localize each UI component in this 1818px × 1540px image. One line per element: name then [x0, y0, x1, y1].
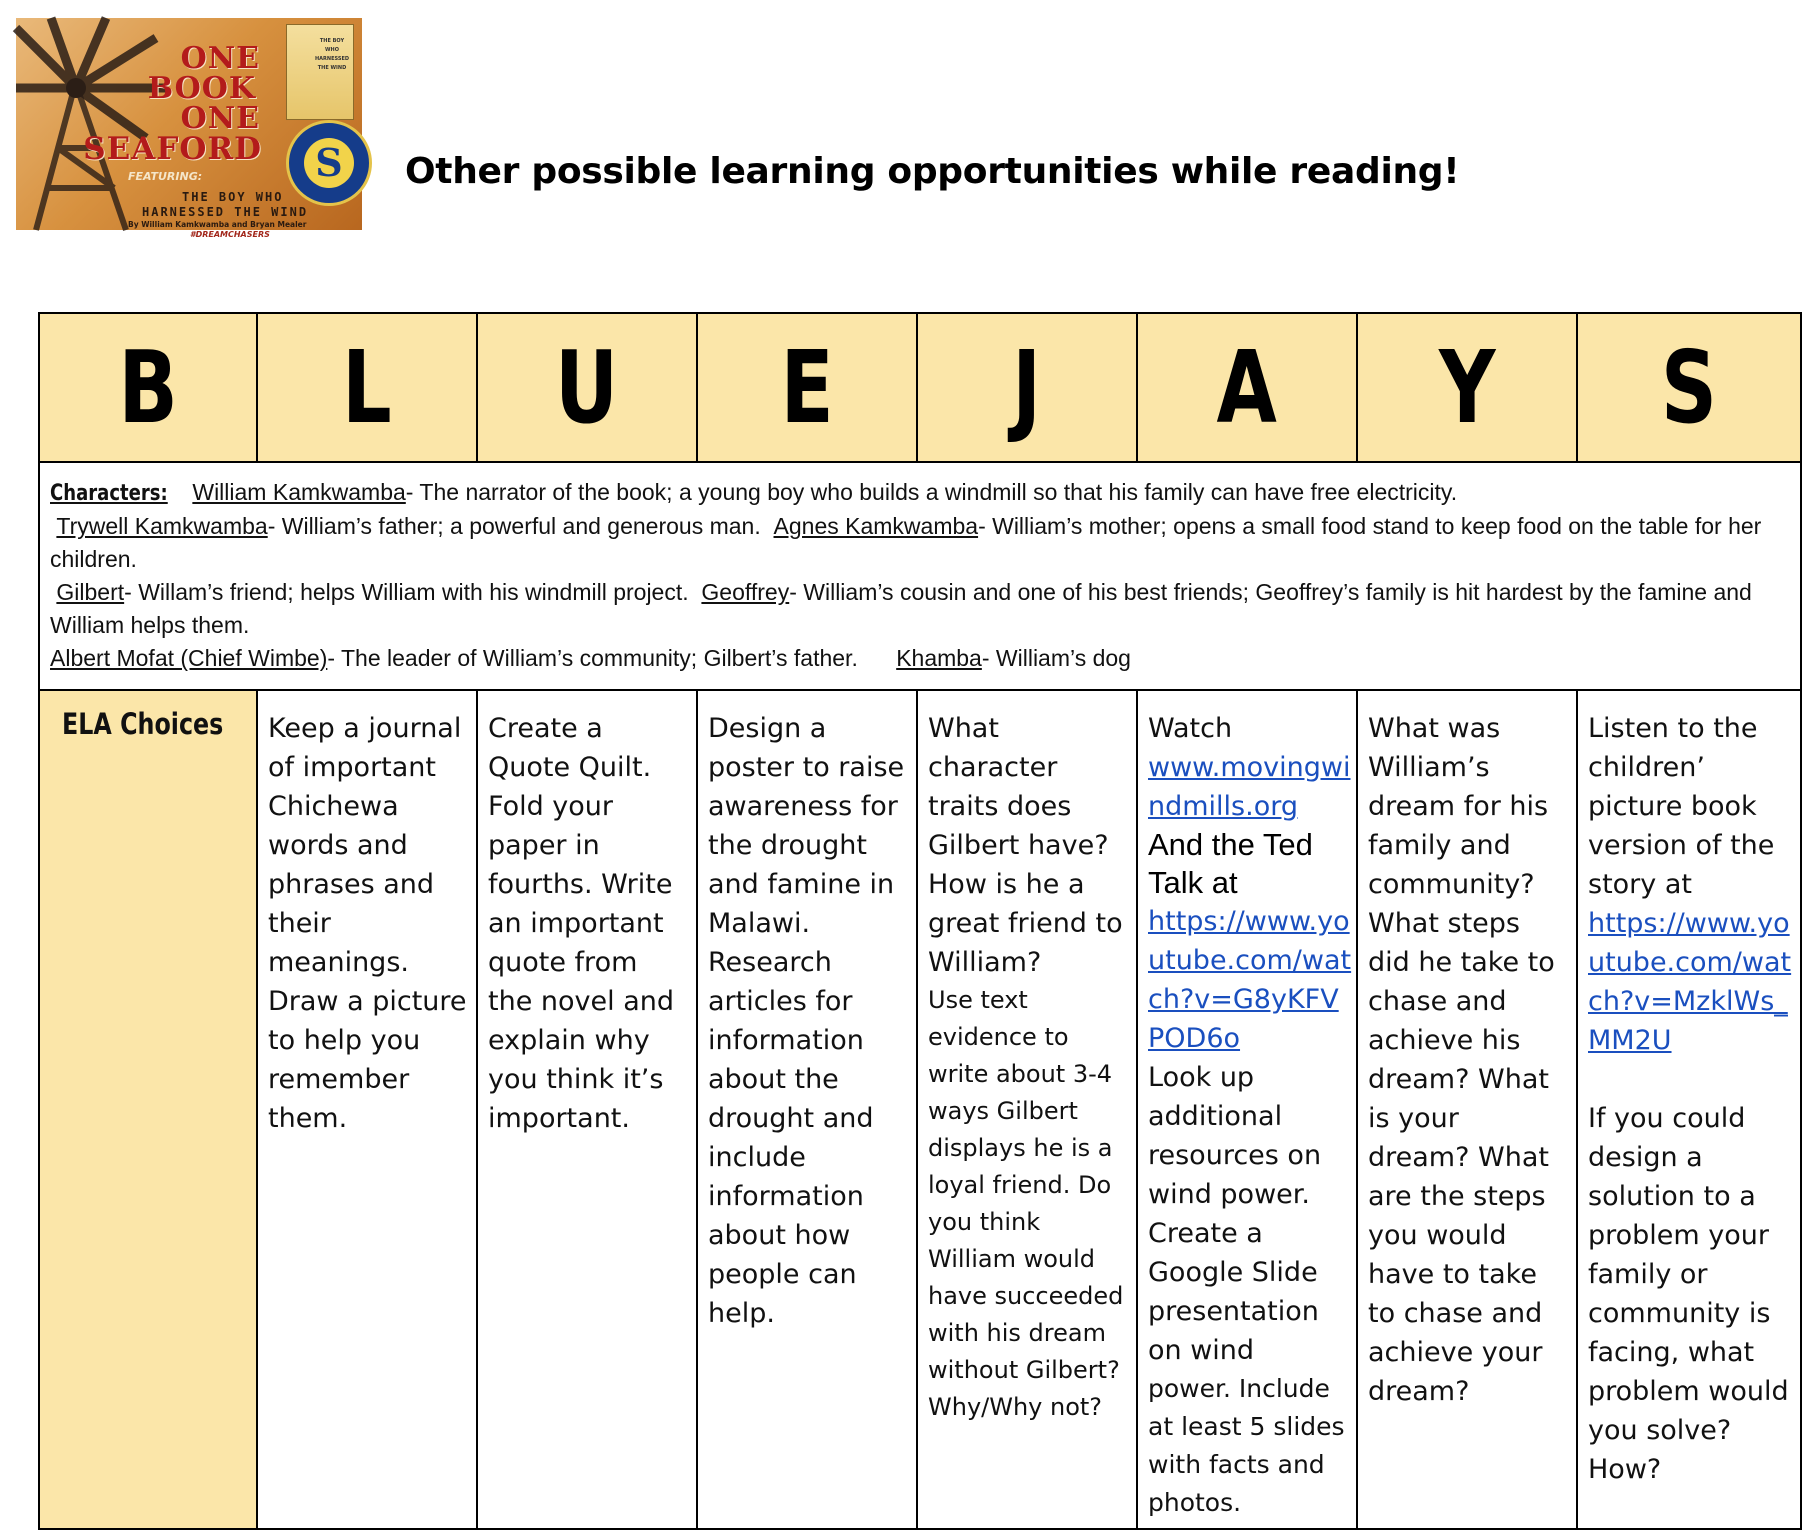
letter-e: E [780, 328, 834, 446]
divider [1136, 314, 1138, 461]
divider [1356, 314, 1358, 461]
choice-b [268, 709, 468, 1138]
characters-section [50, 476, 1792, 675]
one-book-one-seaford-logo [16, 18, 362, 239]
choice-j-text-3: Look up additional resources on wind power. Create a Google Slide presentation on wind [1148, 1062, 1322, 1366]
divider [916, 689, 918, 1528]
logo-text-book: BOOK [147, 71, 256, 106]
choice-a-text: What was William’s dream for his family and community? What steps did he take to chase and achieve his dream? What is your dream? What are the steps you would have to take to chase and achieve your dream? [1368, 713, 1555, 1407]
divider [916, 314, 918, 461]
choice-j-text-4: power. Include at least 5 slides with facts and photos. [1148, 1374, 1345, 1517]
logo-text-seaford: SEAFORD [83, 131, 262, 167]
choice-j [1148, 709, 1352, 1522]
choice-e [928, 709, 1128, 1426]
choice-j-text-2: And the Ted Talk at [1148, 827, 1313, 900]
character-name: Khamba [896, 645, 982, 671]
letter-cell-b [40, 314, 256, 461]
page-title: Other possible learning opportunities while reading! [405, 151, 1460, 192]
choice-l [488, 709, 688, 1138]
characters-label: Characters: [50, 481, 168, 506]
divider [1136, 689, 1138, 1528]
spacer [1588, 1060, 1794, 1099]
character-name: Gilbert [56, 579, 125, 605]
ted-talk-link[interactable]: https://www.youtube.com/watch?v=G8yKFVPOD6o [1148, 906, 1352, 1054]
letter-b: B [118, 328, 178, 446]
logo-book-title-2: HARNESSED THE WIND [142, 205, 309, 219]
letter-cell-j [918, 314, 1136, 461]
character-name: Agnes Kamkwamba [773, 513, 979, 539]
logo-authors: By William Kamkwamba and Bryan Mealer [128, 220, 307, 229]
divider [476, 314, 478, 461]
character-desc: - Willam’s friend; helps William with his windmill project. [124, 579, 689, 605]
seal-letter: S [304, 138, 354, 188]
logo-featuring: FEATURING: [128, 170, 203, 183]
divider [256, 314, 258, 461]
choice-s [1588, 709, 1794, 1489]
letter-cell-e [698, 314, 916, 461]
choice-e-text-1: What character traits does Gilbert have? How is he a great friend to William? [928, 713, 1123, 978]
character-desc: - The narrator of the book; a young boy who builds a windmill so that his family can have free electricity. [405, 479, 1458, 505]
logo-hashtag: #DREAMCHASERS [190, 230, 270, 239]
choice-u [708, 709, 908, 1333]
character-desc: - William’s dog [981, 645, 1131, 671]
logo-book-title-1: THE BOY WHO [182, 190, 284, 204]
letter-a: A [1216, 328, 1278, 446]
character-name: Geoffrey [701, 579, 790, 605]
bluejays-choice-board [38, 312, 1802, 1530]
choice-s-text-2: If you could design a solution to a problem your family or community is facing, what problem would you solve? How? [1588, 1103, 1789, 1485]
letter-cell-y [1358, 314, 1576, 461]
choice-j-text-1: Watch [1148, 713, 1233, 744]
character-desc: - William’s mother; opens a small food stand to keep food on the table for her children. [50, 513, 1762, 572]
letter-cell-a [1138, 314, 1356, 461]
choice-s-text-1: Listen to the children’ picture book version of the story at [1588, 713, 1775, 900]
book-cover-text: THE BOY WHO HARNESSED THE WIND [315, 38, 350, 71]
divider [40, 461, 1800, 463]
letter-l: L [342, 328, 392, 446]
letter-cell-l [258, 314, 476, 461]
letter-u: U [555, 328, 619, 446]
character-name: Trywell Kamkwamba [56, 513, 268, 539]
character-desc: - William’s father; a powerful and generous man. [267, 513, 761, 539]
letter-j: J [1012, 328, 1042, 446]
divider [256, 689, 258, 1528]
school-district-seal-icon [286, 120, 372, 206]
moving-windmills-link[interactable]: www.movingwindmills.org [1148, 752, 1351, 822]
character-name: William Kamkwamba [192, 479, 406, 505]
choice-a [1368, 709, 1568, 1411]
divider [1576, 314, 1578, 461]
ela-choices-cell [40, 691, 256, 1528]
divider [1576, 689, 1578, 1528]
book-cover-image [286, 24, 354, 120]
letter-cell-s [1578, 314, 1800, 461]
character-desc: - The leader of William’s community; Gilbert’s father. [327, 645, 858, 671]
divider [40, 689, 1800, 691]
choice-b-text: Keep a journal of important Chichewa words and phrases and their meanings. Draw a picture to help you remember them. [268, 713, 467, 1134]
divider [696, 689, 698, 1528]
picture-book-video-link[interactable]: https://www.youtube.com/watch?v=MzklWs_MM2U [1588, 908, 1792, 1056]
letter-s: S [1660, 328, 1718, 446]
character-name: Albert Mofat (Chief Wimbe) [50, 645, 328, 671]
letter-cell-u [478, 314, 696, 461]
divider [696, 314, 698, 461]
ela-choices-label: ELA Choices [62, 707, 224, 741]
logo-text-one: ONE [180, 41, 260, 76]
logo-text-one-2: ONE [180, 101, 260, 136]
choice-u-text: Design a poster to raise awareness for the drought and famine in Malawi. Research articles for information about the drought and include information about how people can help. [708, 713, 905, 1329]
character-desc: - William’s cousin and one of his best friends; Geoffrey’s family is hit hardest by the famine and William helps them. [50, 579, 1752, 638]
divider [476, 689, 478, 1528]
letter-y: Y [1438, 328, 1496, 446]
choice-e-text-2: Use text evidence to write about 3-4 ways Gilbert displays he is a loyal friend. Do you think William would have succeeded with his dream without Gilbert? Why/Why not? [928, 986, 1124, 1421]
choice-l-text: Create a Quote Quilt. Fold your paper in fourths. Write an important quote from the novel and explain why you think it’s important. [488, 713, 674, 1134]
divider [1356, 689, 1358, 1528]
